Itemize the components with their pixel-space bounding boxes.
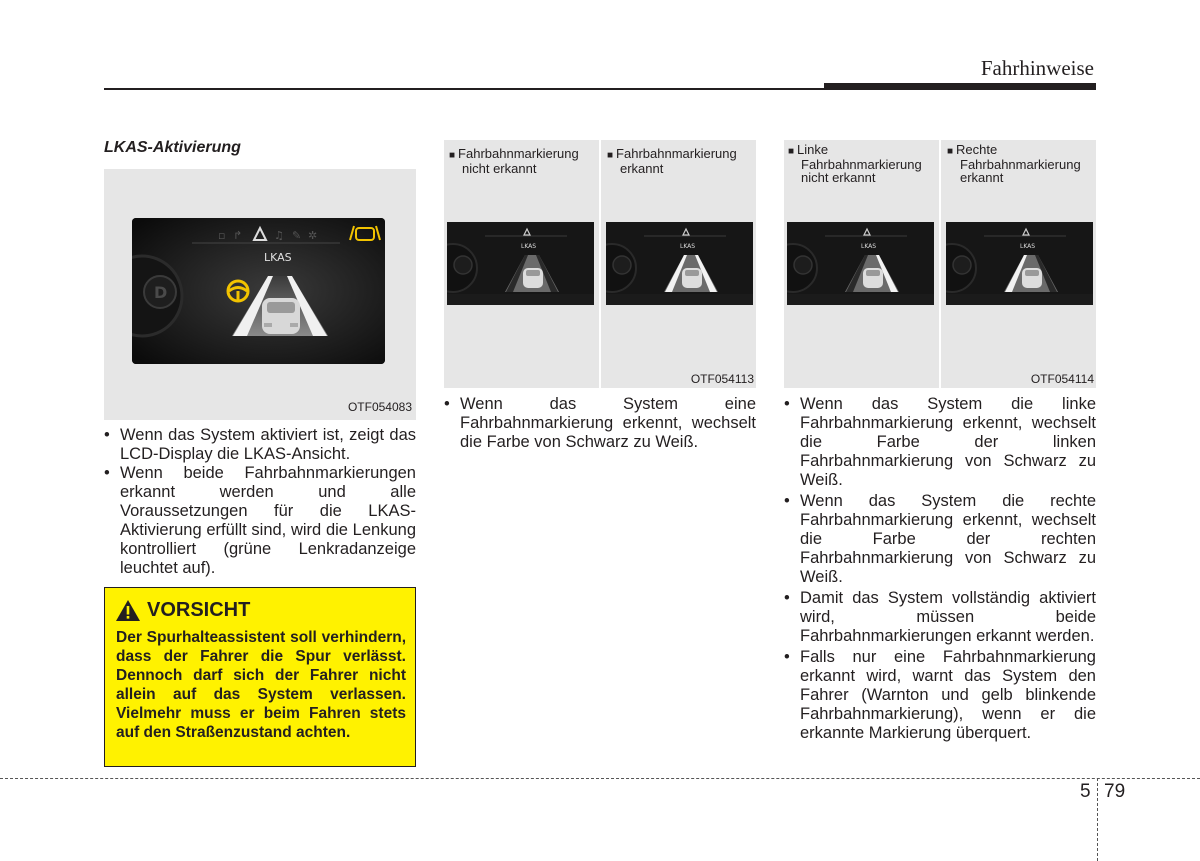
lcd-display-right-detected (946, 222, 1093, 305)
list-item: • Wenn das System die linke Fahrbahnmarkierung erkennt, wechselt die Farbe der linken Fahrbahnmarkierung von Schwarz zu Weiß. (784, 395, 1096, 490)
lcd-display-not-detected (447, 222, 594, 305)
svg-text:LKAS: LKAS (861, 243, 877, 250)
figure-code: OTF054113 (690, 372, 754, 386)
lcd-display-detected (606, 222, 753, 305)
chapter-number: 5 (1080, 781, 1091, 802)
section-title: LKAS-Aktivierung (104, 139, 241, 156)
lcd-display-main (132, 218, 385, 364)
svg-text:D: D (154, 283, 168, 302)
middle-column-text (444, 395, 756, 452)
figure-middle (444, 140, 756, 388)
svg-text:LKAS: LKAS (521, 243, 537, 250)
figure-divider (599, 140, 601, 388)
svg-text:LKAS: LKAS (1020, 243, 1036, 250)
svg-text:✎: ✎ (292, 229, 302, 242)
list-item: • Damit das System vollständig aktiviert wird, müssen beide Fahrbahnmarkierungen erkannt werden. (784, 589, 1096, 646)
warning-triangle-icon (115, 599, 141, 622)
figure-main (104, 169, 416, 420)
list-item: • Falls nur eine Fahrbahnmarkierung erkannt wird, warnt das System den Fahrer (Warnton und gelb blinkende Fahrbahnmarkierung), wenn er die erkannte Markierung überquert. (784, 648, 1096, 743)
list-item: • Wenn beide Fahrbahnmarkierungen erkannt werden und alle Voraussetzungen für die LKAS-Aktivierung erfüllt sind, wird die Lenkung kontrolliert (grüne Lenkradanzeige leuchtet auf). (104, 464, 416, 578)
lcd-lkas-label: LKAS (264, 251, 292, 264)
caption-lane-not-detected: ■ Fahrbahnmarkierung nicht erkannt (449, 146, 579, 176)
svg-text:▫: ▫ (218, 229, 226, 242)
lcd-display-left-not-detected (787, 222, 934, 305)
car-icon (262, 298, 300, 334)
page-header-title: Fahrhinweise (980, 56, 1094, 80)
figure-divider (939, 140, 941, 388)
svg-text:LKAS: LKAS (680, 243, 696, 250)
list-item: • Wenn das System eine Fahrbahnmarkierung erkennt, wechselt die Farbe von Schwarz zu Weiß. (444, 395, 756, 452)
caution-text: Der Spurhalteassistent soll verhindern, dass der Fahrer die Spur verlässt. Dennoch darf sich der Fahrer nicht allein auf das System verlassen. Vielmehr muss er beim Fahren stets auf den Straßenzustand achten. (116, 629, 406, 741)
list-item: • Wenn das System aktiviert ist, zeigt das LCD-Display die LKAS-Ansicht. (104, 426, 416, 464)
right-column-text (784, 395, 1096, 743)
caption-lane-detected: ■ Fahrbahnmarkierung erkannt (607, 146, 737, 176)
figure-code: OTF054083 (347, 400, 412, 414)
caution-title: VORSICHT (147, 599, 251, 621)
caption-left-lane-not-detected: ■ Linke Fahrbahnmarkierung nicht erkannt (788, 142, 922, 185)
footer-vertical-divider (1097, 778, 1098, 861)
list-item: • Wenn das System die rechte Fahrbahnmarkierung erkennt, wechselt die Farbe der rechten Fahrbahnmarkierung von Schwarz zu Weiß. (784, 492, 1096, 587)
footer-divider (0, 778, 1200, 779)
header-rule (104, 88, 1096, 90)
caution-header (115, 599, 250, 622)
svg-text:↱: ↱ (233, 229, 243, 242)
svg-text:✲: ✲ (308, 229, 318, 242)
figure-code: OTF054114 (1030, 372, 1094, 386)
figure-right (784, 140, 1096, 388)
svg-text:♫: ♫ (274, 229, 284, 242)
caption-right-lane-detected: ■ Rechte Fahrbahnmarkierung erkannt (947, 142, 1081, 185)
left-column-text (104, 426, 416, 578)
caution-box (104, 587, 416, 767)
page-number: 79 (1104, 781, 1126, 802)
